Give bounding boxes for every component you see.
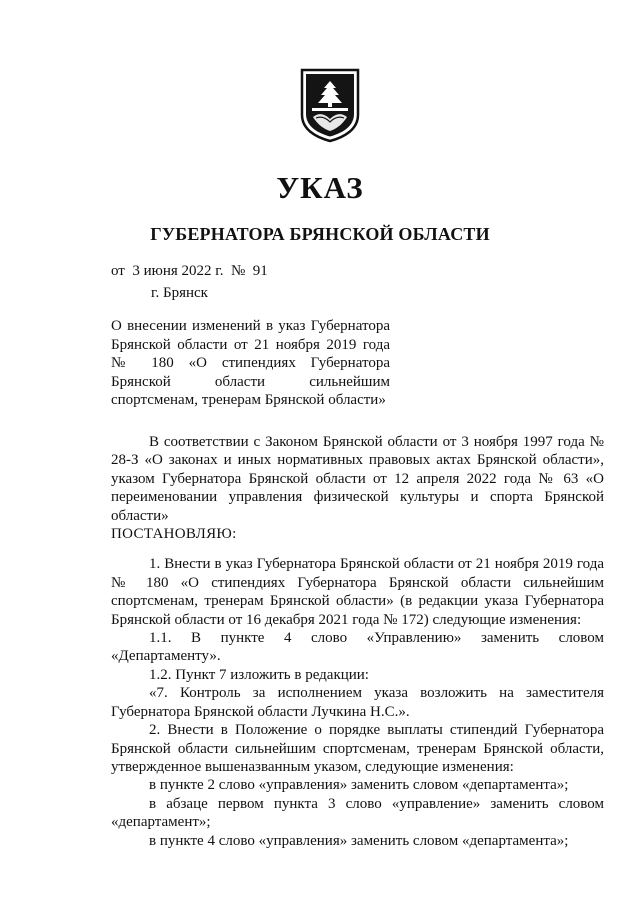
document-body: [111, 433, 604, 850]
coat-of-arms-emblem: [299, 67, 361, 143]
item-1-2: 1.2. Пункт 7 изложить в редакции:: [149, 666, 369, 683]
preamble-paragraph: В соответствии с Законом Брянской области от 3 ноября 1997 года № 28-З «О законах и иных нормативных правовых актах Брянской области», указом Губернатора Брянской области от 12 апреля 2022 года № 63 «О переименовании управления физической культуры и спорта Брянской области»: [111, 434, 604, 524]
item-2: 2. Внести в Положение о порядке выплаты стипендий Губернатора Брянской области сильнейшим спортсменам, тренерам Брянской области, утвержденное вышеназванным указом, следующие изменения:: [111, 722, 604, 775]
item-1-1: 1.1. В пункте 4 слово «Управлению» заменить словом «Департаменту».: [111, 630, 604, 665]
document-subtitle: ГУБЕРНАТОРА БРЯНСКОЙ ОБЛАСТИ: [150, 224, 490, 244]
city-line: г. Брянск: [151, 285, 208, 301]
decree-word: ПОСТАНОВЛЯЮ:: [111, 526, 237, 543]
item-1: 1. Внести в указ Губернатора Брянской области от 21 ноября 2019 года № 180 «О стипендиях Губернатора Брянской области сильнейшим спортсменам, тренерам Брянской области» (в редакции указа Губернатора Брянской области от 16 декабря 2021 года № 172) следующие изменения:: [111, 556, 604, 628]
item-2-change-2: в абзаце первом пункта 3 слово «управление» заменить словом «департамент»;: [111, 795, 604, 831]
subject-heading: О внесении изменений в указ Губернатора Брянской области от 21 ноября 2019 года № 180 «О стипендиях Губернатора Брянской области сильнейшим спортсменам, тренерам Брянской области»: [111, 318, 390, 408]
date-number-line: от 3 июня 2022 г. № 91: [111, 263, 268, 279]
item-1-2-text: «7. Контроль за исполнением указа возложить на заместителя Губернатора Брянской области Лучкина Н.С.».: [111, 685, 604, 720]
document-title: УКАЗ: [276, 170, 364, 205]
item-2-change-3: в пункте 4 слово «управления» заменить словом «департамента»;: [149, 832, 569, 849]
item-2-change-1: в пункте 2 слово «управления» заменить словом «департамента»;: [149, 777, 569, 794]
